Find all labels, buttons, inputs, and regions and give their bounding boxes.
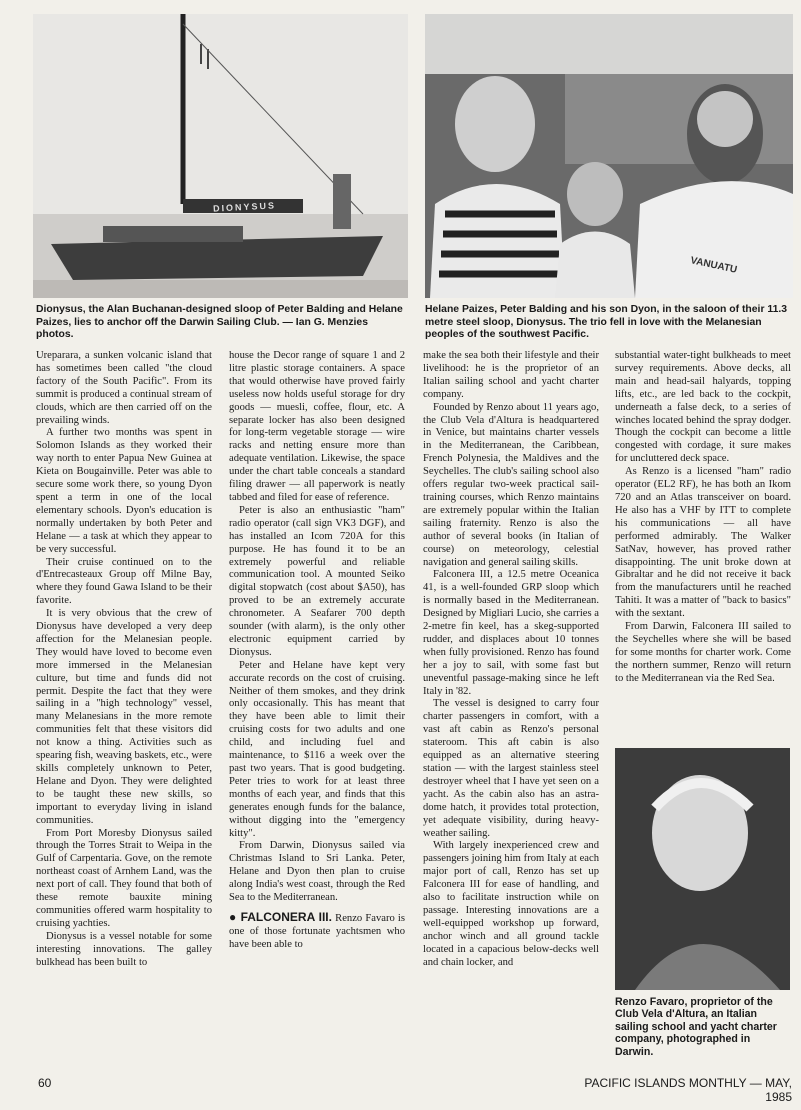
- paragraph: As Renzo is a licensed "ham" radio operator (EL2 RF), he has both an Ikom 720 and an Atlas transceiver on board. He also has a VHF by ITT to complete his communications — all have performed admirably. The Walker SatNav, however, has proved rather disappointing. The unit broke down at Gibraltar and he did not receive it back from the manufacturers until he reached Tahiti. It was a matter of "back to basics" with the sextant.: [615, 466, 791, 620]
- paragraph: It is very obvious that the crew of Dionysus have developed a very deep affection for the Melanesian people. They would have loved to become even more immersed in the Melanesian culture, but time and funds did not permit. Despite the fact that they were sailing in a "high technology" vessel, many Melanesians in the more remote communities felt that these visitors did not know a thing. Activities such as spearing fish, weaving baskets, etc., were skills completely unknown to Peter, Helane and Dyon. They were delighted to be taught these new skills, so important to everyday living in island communities.: [36, 608, 212, 826]
- article-column-1: [36, 350, 212, 970]
- shirt-text: VANUATU: [689, 255, 739, 276]
- portrait-photo: [615, 748, 790, 990]
- caption-boat: Dionysus, the Alan Buchanan-designed sloop of Peter Balding and Helane Paizes, lies to anchor off the Darwin Sailing Club. — Ian G. Menzies photos.: [36, 304, 403, 341]
- saloon-illustration: [425, 14, 793, 298]
- magazine-footer: PACIFIC ISLANDS MONTHLY — MAY, 1985: [584, 1076, 792, 1104]
- boat-photo: [33, 14, 408, 298]
- page-number: 60: [38, 1076, 52, 1090]
- paragraph: Peter and Helane have kept very accurate records on the cost of cruising. Neither of them smokes, and they drink only occasionally. This has meant that they have been able to limit their cruising costs for two adults and one child, and including fuel and maintenance, to $116 a week over the past two years. That is good budgeting. Peter tries to work for at least three months of each year, and finds that this generates enough funds for the balance, without digging into the "emergency kitty".: [229, 659, 405, 839]
- paragraph: From Darwin, Falconera III sailed to the Seychelles where she will be based for some months for charter work. Come the northern summer, Renzo will return to the Mediterranean via the Red Sea.: [615, 621, 791, 684]
- article-column-2: [229, 350, 405, 952]
- saloon-photo: [425, 14, 793, 298]
- paragraph: substantial water-tight bulkheads to meet survey requirements. Above decks, all main and head-sail halyards, topping lifts, etc., are led back to the cockpit, underneath a false deck, to a series of winches located behind the spray dodger. Though the cockpit can become a little congested with cordage, it sure makes for uncluttered deck space.: [615, 350, 791, 465]
- boat-illustration: [33, 14, 408, 298]
- section-text: Renzo Favaro is one of those fortunate yachtsmen who have been able to: [229, 912, 405, 950]
- paragraph: Peter is also an enthusiastic "ham" radio operator (call sign VK3 DGF), and has installed an Icom 720A for this purpose. He has found it to be an extremely powerful and reliable communication tool. A mounted Seiko digital stopwatch (cost about $A50), has proved to be an extremely accurate chronometer. A Seafarer 700 depth sounder (with alarm), is the only other electronic equipment carried by Dionysus.: [229, 504, 405, 658]
- paragraph: make the sea both their lifestyle and their livelihood: he is the proprietor of an Italian sailing school and yacht charter company.: [423, 350, 599, 400]
- section-paragraph: [229, 911, 405, 952]
- paragraph: Ureparara, a sunken volcanic island that has sometimes been called "the cloud factory of the South Pacific". From its summit is produced a continual stream of clouds, which are then carried off on the prevailing winds.: [36, 350, 212, 426]
- article-column-3: [423, 350, 599, 970]
- paragraph: Falconera III, a 12.5 metre Oceanica 41, is a well-founded GRP sloop which is normally based in the Mediterranean. Designed by Migliari Lucio, she carries a 2-metre fin keel, has a skeg-supported rudder, and displaces about 10 tonnes when fully provisioned. Renzo has found her a joy to sail, with some fast but uneventful passage-making since he left Italy in '82.: [423, 569, 599, 697]
- boat-name-label: DIONYSUS: [212, 200, 277, 214]
- paragraph: From Darwin, Dionysus sailed via Christmas Island to Sri Lanka. Peter, Helane and Dyon then plan to cruise along India's west coast, through the Red Sea to the Mediterranean.: [229, 840, 405, 904]
- paragraph: A further two months was spent in Solomon Islands as they worked their way north to enter Papua New Guinea at Kieta on Bougainville. Peter was able to secure some work there, so young Dyon spent a term in one of the local elementary schools. Dyon's education is normally undertaken by both Peter and Helane — a task at which they appear to be very successful.: [36, 427, 212, 555]
- section-heading-falconera: ● FALCONERA III.: [229, 909, 332, 924]
- paragraph: From Port Moresby Dionysus sailed through the Torres Strait to Weipa in the Gulf of Carpentaria. Gove, on the remote northeast coast of Arnhem Land, was the next port of call. They found that both of these remote bauxite mining communities offered warm hospitality to cruising yachties.: [36, 827, 212, 929]
- paragraph: Their cruise continued on to the d'Entrecasteaux Group off Milne Bay, where they found Gawa Island to be their favorite.: [36, 556, 212, 607]
- paragraph: With largely inexperienced crew and passengers joining him from Italy at each major port of call, Renzo has set up Falconera III for ease of handling, and also to facilitate instruction while on passage. Interesting innovations are a well-equipped workshop up forward, anchor winch and all ground tackle located in a capacious below-decks well and chain locker, and: [423, 840, 599, 968]
- paragraph: The vessel is designed to carry four charter passengers in comfort, with a vast aft cabin as Renzo's personal stateroom. This aft cabin is also equipped as an alternative steering station — with the largest stainless steel destroyer wheel that I have yet seen on a yacht. As the cabin also has an astra-dome hatch, it provides total protection, yet adequate visibility, during heavy-weather sailing.: [423, 698, 599, 839]
- portrait-illustration: [615, 748, 790, 990]
- caption-saloon: Helane Paizes, Peter Balding and his son Dyon, in the saloon of their 11.3 metre steel sloop, Dionysus. The trio fell in love with the Melanesian peoples of the southwest Pacific.: [425, 304, 788, 341]
- paragraph: Founded by Renzo about 11 years ago, the Club Vela d'Altura is headquartered in Venice, but maintains charter vessels in the Mediterranean, the Caribbean, French Polynesia, the Maldives and the Seychelles. The club's sailing school also offers regular two-week practical sail-training courses, which Renzo maintains are extremely popular within the Italian sailing fraternity. Renzo is also the author of several books (in Italian of course) on meteorology, celestial navigation and general sailing skills.: [423, 401, 599, 568]
- article-column-4: [615, 350, 791, 686]
- paragraph: house the Decor range of square 1 and 2 litre plastic storage containers. A space that would otherwise have proved fairly useless now holds useful storage for dry goods — muesli, coffee, flour, etc. A separate locker has also been designed for long-term vegetable storage — wire racks and netting ensure more than adequate ventilation. Likewise, the space under the chart table conceals a standard filing drawer — all paperwork is neatly tabbed and filed for ease of reference.: [229, 350, 405, 503]
- caption-portrait: Renzo Favaro, proprietor of the Club Vela d'Altura, an Italian sailing school and yacht charter company, photographed in Darwin.: [615, 996, 777, 1058]
- paragraph: Dionysus is a vessel notable for some interesting innovations. The galley bulkhead has been built to: [36, 930, 212, 968]
